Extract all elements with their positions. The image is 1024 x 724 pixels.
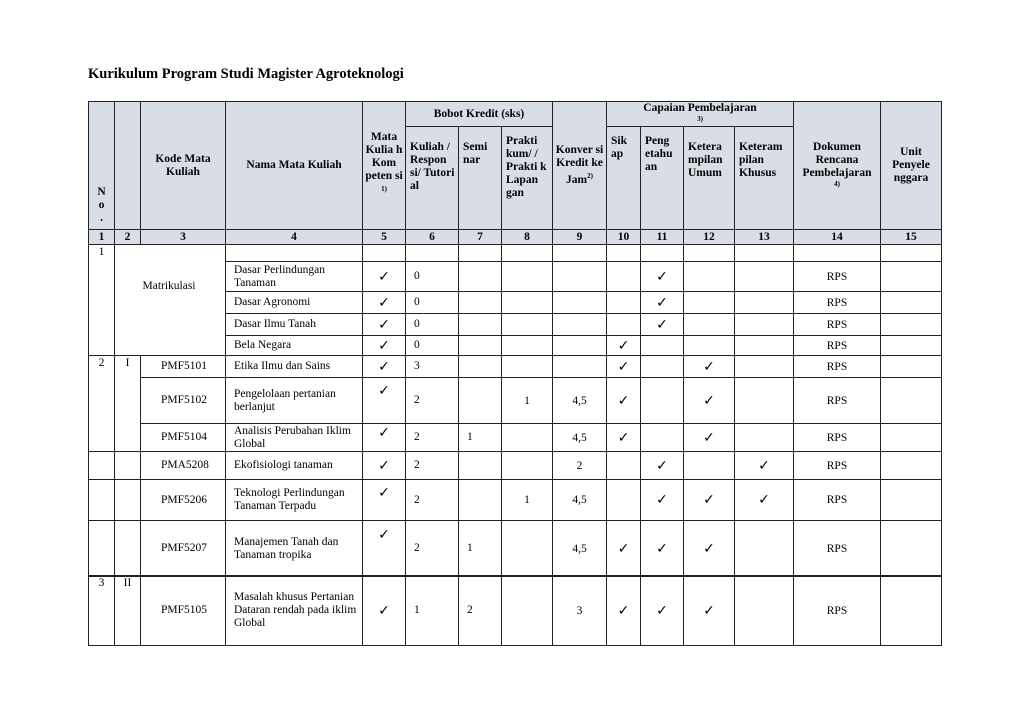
colnum: 4: [226, 230, 363, 245]
row-semester: I: [115, 356, 141, 452]
header-bobot-kredit: [406, 102, 553, 127]
kuliah-value: 2: [406, 480, 459, 521]
cell-empty: [735, 245, 794, 262]
matrikulasi-label: [115, 245, 226, 356]
course-name: Pengelolaan pertanian berlanjut: [226, 378, 363, 424]
check-mark: ✓: [363, 336, 406, 356]
colnum: 6: [406, 230, 459, 245]
header-seminar-text: Semi nar: [463, 141, 488, 166]
row-semester: II: [115, 576, 141, 646]
header-ket-khusus: [735, 127, 794, 230]
course-code: PMF5101: [141, 356, 226, 378]
dokumen-value: RPS: [794, 378, 881, 424]
course-code: PMF5207: [141, 521, 226, 577]
cell-empty: [794, 245, 881, 262]
kuliah-value: 0: [406, 292, 459, 314]
cell-empty: [226, 245, 363, 262]
course-name: Dasar Agronomi: [226, 292, 363, 314]
seminar-value: 1: [459, 521, 502, 577]
course-name: Etika Ilmu dan Sains: [226, 356, 363, 378]
header-unit: [881, 102, 942, 230]
dokumen-value: RPS: [794, 480, 881, 521]
check-mark: ✓: [363, 378, 406, 424]
praktikum-value: [502, 576, 553, 646]
header-praktikum: [502, 127, 553, 230]
header-dokumen-text: Dokumen Rencana Pembelajaran: [802, 140, 872, 179]
colnum: 8: [502, 230, 553, 245]
sikap-check: [607, 452, 641, 480]
table-row: [89, 356, 942, 378]
header-pengetahuan: [641, 127, 684, 230]
colnum: 3: [141, 230, 226, 245]
header-ket-umum: [684, 127, 735, 230]
row-no: 1: [89, 245, 115, 356]
dokumen-value: RPS: [794, 336, 881, 356]
course-code: PMF5105: [141, 576, 226, 646]
header-dokumen-sup: 4): [834, 179, 840, 188]
kuliah-value: 3: [406, 356, 459, 378]
ket-umum-check: [684, 452, 735, 480]
praktikum-value: [502, 521, 553, 577]
header-seminar: [459, 127, 502, 230]
row-no: 3: [89, 576, 115, 646]
colnum: 1: [89, 230, 115, 245]
colnum: 7: [459, 230, 502, 245]
row-no: 2: [89, 356, 115, 452]
table-row: [89, 521, 942, 577]
pengetahuan-check: ✓: [641, 452, 684, 480]
praktikum-value: [502, 356, 553, 378]
ket-umum-check: ✓: [684, 521, 735, 577]
seminar-value: [459, 356, 502, 378]
header-sikap-text: Sik ap: [611, 135, 627, 160]
kuliah-value: 0: [406, 314, 459, 336]
konversi-value: 4,5: [553, 424, 607, 452]
kuliah-value: 2: [406, 378, 459, 424]
seminar-value: 2: [459, 576, 502, 646]
header-bobot-text: Bobot Kredit (sks): [433, 107, 525, 120]
colnum: 5: [363, 230, 406, 245]
pengetahuan-check: ✓: [641, 576, 684, 646]
konversi-value: 4,5: [553, 521, 607, 577]
header-kuliah-text: Kuliah / Respon si/ Tutori al: [410, 141, 455, 192]
course-code: PMF5206: [141, 480, 226, 521]
pengetahuan-check: ✓: [641, 262, 684, 292]
check-mark: ✓: [363, 262, 406, 292]
praktikum-value: 1: [502, 480, 553, 521]
ket-umum-check: ✓: [684, 378, 735, 424]
course-code: PMF5104: [141, 424, 226, 452]
sikap-check: ✓: [607, 521, 641, 577]
check-mark: ✓: [363, 314, 406, 336]
kuliah-value: 0: [406, 262, 459, 292]
sikap-check: ✓: [607, 576, 641, 646]
colnum: 2: [115, 230, 141, 245]
header-kompetensi: [363, 102, 406, 230]
colnum: 9: [553, 230, 607, 245]
sikap-check: [607, 480, 641, 521]
dokumen-value: RPS: [794, 356, 881, 378]
cell-empty: [641, 245, 684, 262]
header-kuliah: [406, 127, 459, 230]
curriculum-table: [88, 101, 942, 577]
course-name: Teknologi Perlindungan Tanaman Terpadu: [226, 480, 363, 521]
header-konversi-sup: 2): [587, 172, 593, 181]
course-code: PMA5208: [141, 452, 226, 480]
header-kompetensi-text: Mata Kulia h Kom peten si: [365, 131, 403, 183]
header-praktikum-text: Prakti kum/ / Prakti k Lapan gan: [506, 135, 547, 199]
cell-empty: [502, 245, 553, 262]
header-semester: [115, 102, 141, 230]
cell-empty: [881, 245, 942, 262]
check-mark: ✓: [363, 292, 406, 314]
seminar-value: [459, 452, 502, 480]
kuliah-value: 1: [406, 576, 459, 646]
seminar-value: [459, 378, 502, 424]
dokumen-value: RPS: [794, 314, 881, 336]
course-name: Masalah khusus Pertanian Dataran rendah pada iklim Global: [226, 576, 363, 646]
course-name: Manajemen Tanah dan Tanaman tropika: [226, 521, 363, 577]
ket-khusus-check: [735, 378, 794, 424]
check-mark: ✓: [363, 424, 406, 452]
check-mark: ✓: [363, 356, 406, 378]
header-ket-khusus-text: Keteram pilan Khusus: [739, 141, 783, 179]
check-mark: ✓: [363, 480, 406, 521]
header-kompetensi-sup: 1): [381, 185, 387, 194]
praktikum-value: [502, 452, 553, 480]
konversi-value: [553, 356, 607, 378]
header-kode: [141, 102, 226, 230]
table-row: [89, 245, 942, 262]
header-kode-text: Kode Mata Kuliah: [155, 152, 211, 178]
colnum: 12: [684, 230, 735, 245]
table-row: [89, 424, 942, 452]
konversi-value: 4,5: [553, 378, 607, 424]
ket-khusus-check: ✓: [735, 452, 794, 480]
kuliah-value: 2: [406, 424, 459, 452]
kuliah-value: 2: [406, 521, 459, 577]
konversi-value: 2: [553, 452, 607, 480]
course-name: Dasar Ilmu Tanah: [226, 314, 363, 336]
check-mark: ✓: [363, 452, 406, 480]
ket-umum-check: ✓: [684, 424, 735, 452]
table-row: [89, 576, 942, 646]
dokumen-value: RPS: [794, 292, 881, 314]
course-name: Ekofisiologi tanaman: [226, 452, 363, 480]
sikap-check: ✓: [607, 356, 641, 378]
header-no: [89, 102, 115, 230]
ket-khusus-check: [735, 576, 794, 646]
table-row: [89, 480, 942, 521]
header-unit-text: Unit Penyele nggara: [892, 146, 930, 184]
dokumen-value: RPS: [794, 576, 881, 646]
header-konversi: [553, 102, 607, 230]
dokumen-value: RPS: [794, 521, 881, 577]
course-name: Dasar Perlindungan Tanaman: [226, 262, 363, 292]
page-title: Kurikulum Program Studi Magister Agroteknologi: [88, 66, 404, 82]
cell-empty: [607, 245, 641, 262]
colnum: 14: [794, 230, 881, 245]
cell-empty: [459, 245, 502, 262]
check-mark: ✓: [363, 576, 406, 646]
course-code: PMF5102: [141, 378, 226, 424]
table-row: [89, 378, 942, 424]
ket-umum-check: ✓: [684, 356, 735, 378]
ket-khusus-check: [735, 356, 794, 378]
header-dokumen: [794, 102, 881, 230]
dokumen-value: RPS: [794, 424, 881, 452]
kuliah-value: 2: [406, 452, 459, 480]
cell-empty: [363, 245, 406, 262]
pengetahuan-check: ✓: [641, 480, 684, 521]
cell-empty: [553, 245, 607, 262]
header-nama-text: Nama Mata Kuliah: [246, 159, 342, 171]
matrikulasi-label-text: Matrikulasi: [142, 280, 196, 292]
header-pengetahuan-text: Peng etahu an: [645, 135, 673, 173]
seminar-value: 1: [459, 424, 502, 452]
ket-khusus-check: [735, 521, 794, 577]
dokumen-value: RPS: [794, 452, 881, 480]
colnum: 10: [607, 230, 641, 245]
kuliah-value: 0: [406, 336, 459, 356]
ket-umum-check: ✓: [684, 480, 735, 521]
konversi-value: 4,5: [553, 480, 607, 521]
header-capaian-sup: 3): [697, 115, 703, 123]
ket-khusus-check: [735, 424, 794, 452]
cell-empty: [684, 245, 735, 262]
header-capaian: [607, 102, 794, 127]
dokumen-value: RPS: [794, 262, 881, 292]
sikap-check: ✓: [607, 378, 641, 424]
check-mark: ✓: [363, 521, 406, 577]
sikap-check: ✓: [607, 424, 641, 452]
column-number-row: [89, 230, 942, 245]
praktikum-value: [502, 424, 553, 452]
ket-umum-check: ✓: [684, 576, 735, 646]
ket-khusus-check: ✓: [735, 480, 794, 521]
header-capaian-text: Capaian Pembelajaran: [643, 102, 757, 114]
header-konversi-text: Konver si Kredit ke Jam: [555, 144, 604, 186]
header-no-text: N o .: [97, 186, 106, 224]
konversi-value: 3: [553, 576, 607, 646]
colnum: 13: [735, 230, 794, 245]
pengetahuan-check: [641, 378, 684, 424]
header-ket-umum-text: Ketera mpilan Umum: [688, 141, 723, 179]
semester-ii-table: [88, 575, 942, 646]
course-name: Bela Negara: [226, 336, 363, 356]
colnum: 15: [881, 230, 942, 245]
seminar-value: [459, 480, 502, 521]
pengetahuan-check: ✓: [641, 521, 684, 577]
pengetahuan-check: [641, 424, 684, 452]
cell-empty: [406, 245, 459, 262]
pengetahuan-check: ✓: [641, 314, 684, 336]
pengetahuan-check: ✓: [641, 292, 684, 314]
colnum: 11: [641, 230, 684, 245]
sikap-check: ✓: [607, 336, 641, 356]
table-row: [89, 452, 942, 480]
course-name: Analisis Perubahan Iklim Global: [226, 424, 363, 452]
header-nama: [226, 102, 363, 230]
header-sikap: [607, 127, 641, 230]
praktikum-value: 1: [502, 378, 553, 424]
pengetahuan-check: [641, 356, 684, 378]
